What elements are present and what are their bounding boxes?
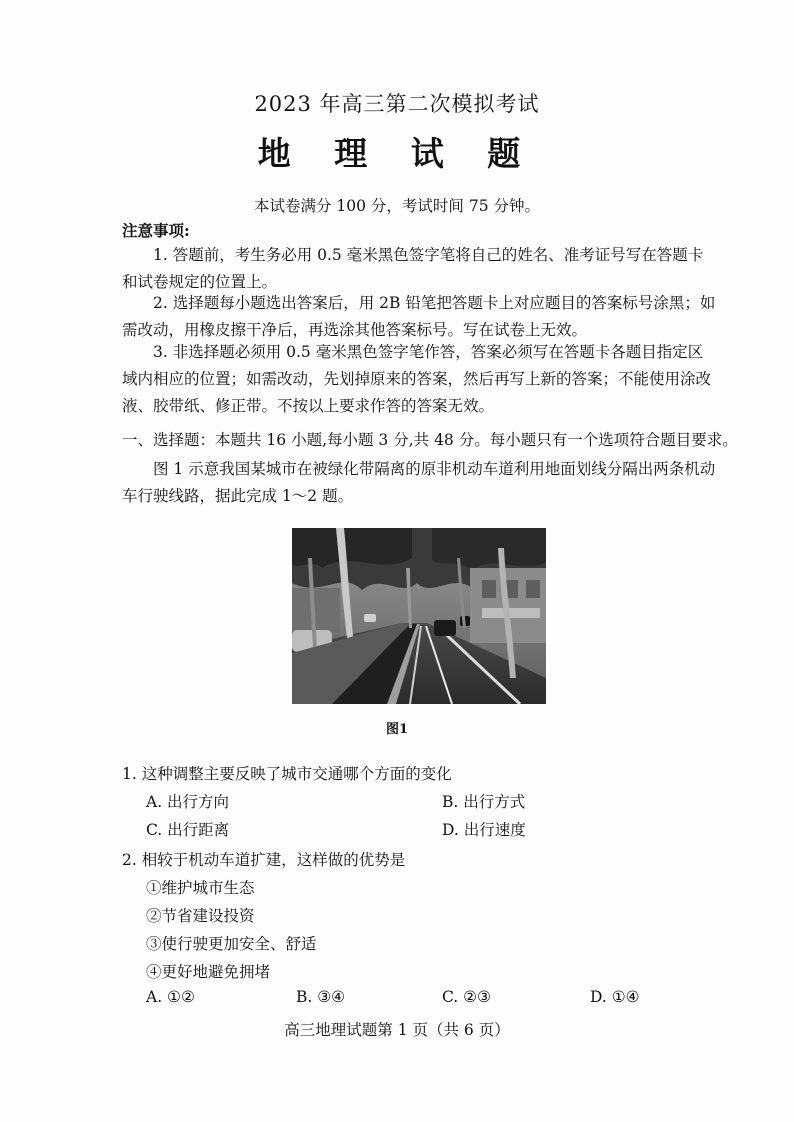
q2-option-c: C. ②③ [442, 988, 491, 1006]
page-footer: 高三地理试题第 1 页（共 6 页） [284, 1021, 510, 1039]
exam-title: 2023 年高三第二次模拟考试 [254, 92, 540, 116]
section-heading: 一、选择题：本题共 16 小题,每小题 3 分,共 48 分。每小题只有一个选项符合题目要求。 [122, 431, 738, 449]
score-time-line: 本试卷满分 100 分，考试时间 75 分钟。 [253, 197, 541, 215]
subject-title: 地 理 试 题 [257, 134, 537, 173]
q2-option-d: D. ①④ [590, 988, 640, 1006]
notice-heading: 注意事项: [122, 221, 190, 240]
question-1-stem: 1. 这种调整主要反映了城市交通哪个方面的变化 [122, 765, 452, 783]
q2-option-a: A. ①② [146, 988, 195, 1006]
q1-option-a: A. 出行方向 [146, 793, 230, 811]
q2-statement-1: ①维护城市生态 [146, 879, 255, 897]
q2-statement-2: ②节省建设投资 [146, 907, 255, 925]
q2-statement-4: ④更好地避免拥堵 [146, 963, 271, 981]
figure-1-street-photo [292, 528, 546, 704]
q1-option-c: C. 出行距离 [146, 821, 230, 839]
q2-statement-3: ③使行驶更加安全、舒适 [146, 935, 317, 953]
notice-item-1: 1. 答题前，考生务必用 0.5 毫米黑色签字笔将自己的姓名、准考证号写在答题卡和试卷规定的位置上。 [122, 246, 704, 291]
figure-caption: 图1 [385, 722, 409, 737]
q2-option-b: B. ③④ [296, 988, 346, 1006]
notice-item-2: 2. 选择题每小题选出答案后，用 2B 铅笔把答题卡上对应题目的答案标号涂黑；如需改动，用橡皮擦干净后，再选涂其他答案标号。写在试卷上无效。 [122, 294, 716, 339]
notice-item-3: 3. 非选择题必须用 0.5 毫米黑色签字笔作答，答案必须写在答题卡各题目指定区域内相应的位置；如需改动，先划掉原来的答案，然后再写上新的答案；不能使用涂改液、胶带纸、修正带。不按以上要求作答的答案无效。 [122, 343, 712, 415]
q1-option-d: D. 出行速度 [442, 821, 526, 839]
section-intro: 图 1 示意我国某城市在被绿化带隔离的原非机动车道利用地面划线分隔出两条机动车行驶线路，据此完成 1～2 题。 [122, 460, 716, 505]
question-2-stem: 2. 相较于机动车道扩建，这样做的优势是 [122, 851, 406, 869]
q1-option-b: B. 出行方式 [442, 793, 526, 811]
